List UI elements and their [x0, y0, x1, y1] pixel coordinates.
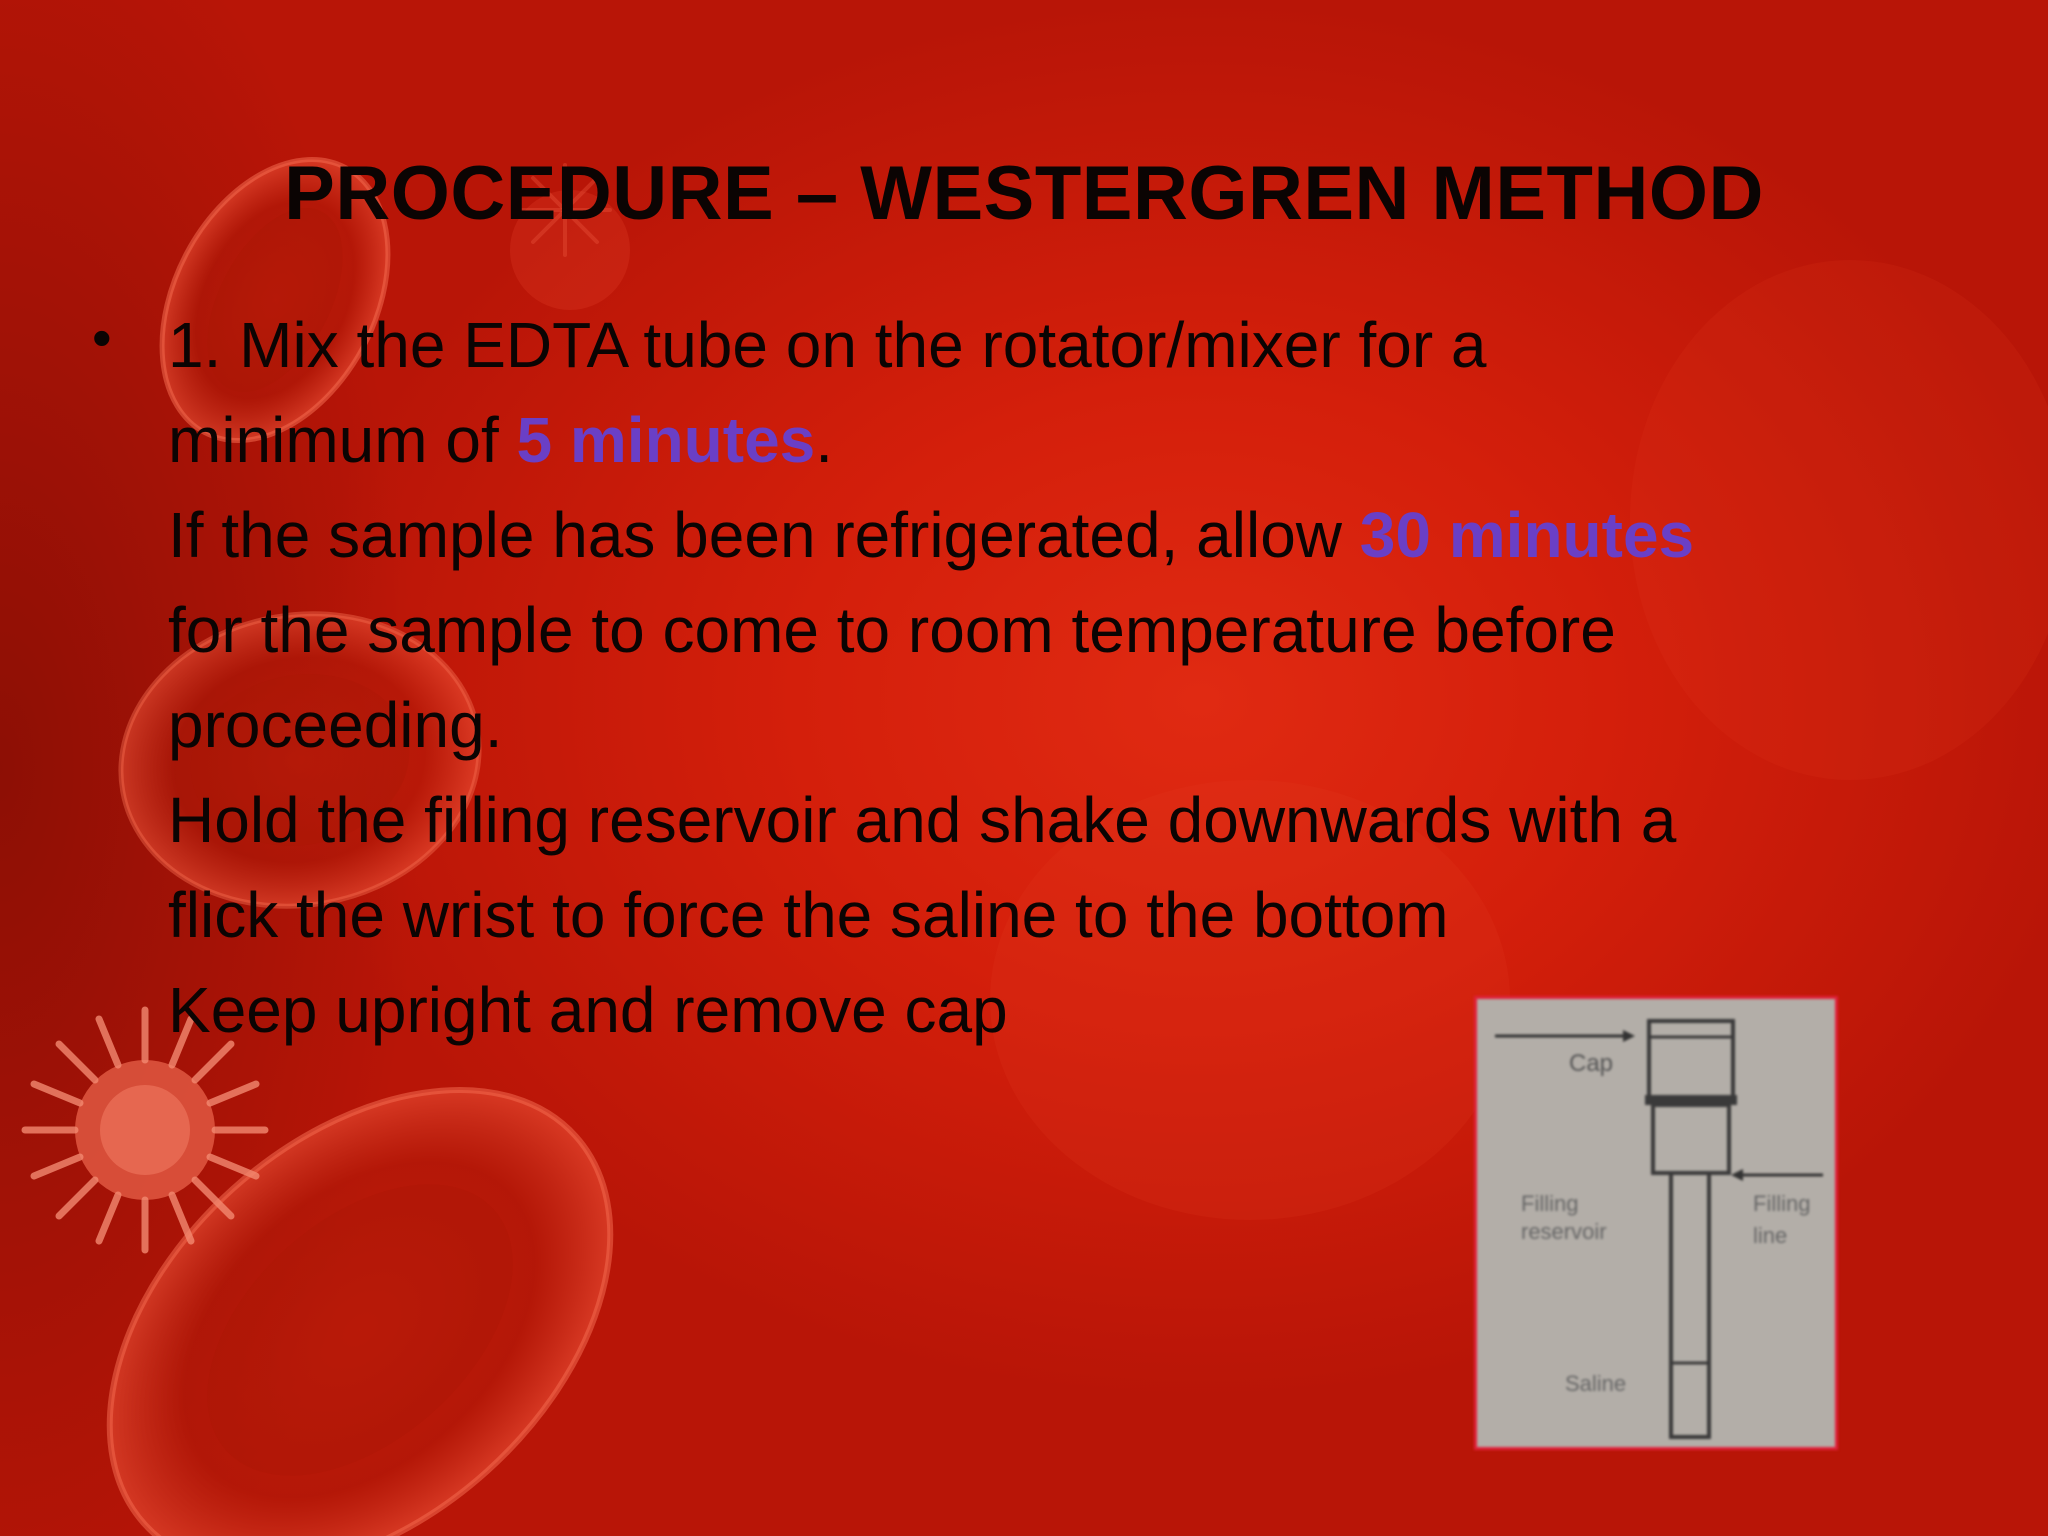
line-text: minimum of — [168, 404, 517, 476]
sed-tube-diagram-image — [1474, 996, 1838, 1450]
bullet-line — [168, 298, 1946, 393]
bullet-line — [168, 868, 1946, 963]
bullet-text — [168, 298, 1946, 1058]
line-text: proceeding. — [168, 689, 503, 761]
bullet-line — [168, 393, 1946, 488]
diagram-label-saline: Saline — [1565, 1371, 1627, 1396]
line-text: Hold the filling reservoir and shake downwards with a — [168, 784, 1677, 856]
bullet-line — [168, 583, 1946, 678]
bullet-item — [86, 298, 1946, 1058]
bullet-symbol: • — [92, 306, 112, 369]
diagram-label-filling-reservoir: Filling — [1521, 1191, 1579, 1216]
diagram-label-filling-line: Filling — [1753, 1191, 1811, 1216]
slide-title: PROCEDURE – WESTERGREN METHOD — [284, 151, 1764, 236]
diagram-label-filling-line: line — [1753, 1223, 1788, 1248]
bullet-list — [86, 298, 1946, 1058]
diagram-label-filling-reservoir: reservoir — [1521, 1219, 1607, 1244]
highlighted-duration: 30 minutes — [1359, 499, 1695, 571]
line-text: for the sample to come to room temperature before — [168, 594, 1616, 666]
line-text: 1. Mix the EDTA tube on the rotator/mixer for a — [168, 309, 1487, 381]
bullet-line — [168, 488, 1946, 583]
highlighted-duration: 5 minutes — [516, 404, 816, 476]
line-text: . — [815, 404, 834, 476]
line-text: flick the wrist to force the saline to the bottom — [168, 879, 1449, 951]
line-text: If the sample has been refrigerated, allow — [168, 499, 1360, 571]
line-text: Keep upright and remove cap — [168, 974, 1008, 1046]
bullet-line — [168, 678, 1946, 773]
diagram-label-cap: Cap — [1569, 1050, 1614, 1077]
bullet-line — [168, 773, 1946, 868]
